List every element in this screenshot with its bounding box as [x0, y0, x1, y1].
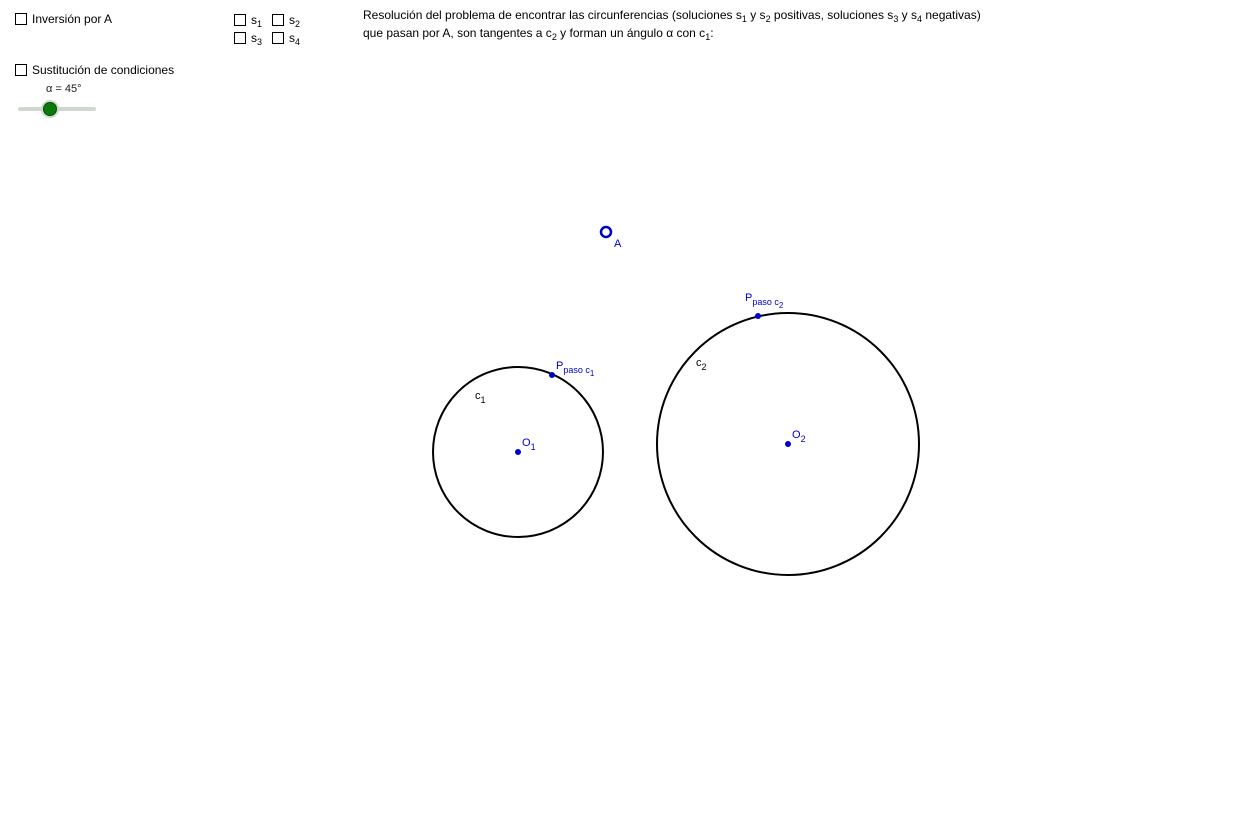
label-p-c1: $P_{paso c1}$: [556, 360, 595, 378]
sustitucion-label: Sustitución de condiciones: [32, 63, 175, 77]
label-o2: $O_2$: [792, 429, 806, 444]
description-line-1: Resolución del problema de encontrar las circunferencias (soluciones $s_1$ y $s_2$ positivas, soluciones $s_3$ y $s_4$ negativas): [363, 8, 981, 24]
s3-label: $s_3$: [251, 31, 263, 47]
label-c2: $c_2$: [696, 357, 707, 372]
s4-label: $s_4$: [289, 31, 301, 47]
alpha-slider-label: α = 45°: [46, 83, 82, 95]
point-o1[interactable]: [515, 449, 521, 455]
label-o1: $O_1$: [522, 437, 536, 452]
point-o2[interactable]: [785, 441, 791, 447]
inversion-label: Inversión por A: [32, 12, 113, 26]
description-line-2: que pasan por A, son tangentes a $c_2$ y forman un ángulo α con $c_1$:: [363, 26, 714, 42]
label-c1: $c_1$: [475, 390, 486, 405]
label-a: A: [614, 238, 622, 250]
s2-label: $s_2$: [289, 13, 301, 29]
label-p-c2: $P_{paso c2}$: [745, 292, 784, 310]
s1-label: $s_1$: [251, 13, 263, 29]
point-p-c1[interactable]: [549, 372, 555, 378]
point-a[interactable]: [601, 227, 611, 237]
point-p-c2[interactable]: [755, 313, 761, 319]
